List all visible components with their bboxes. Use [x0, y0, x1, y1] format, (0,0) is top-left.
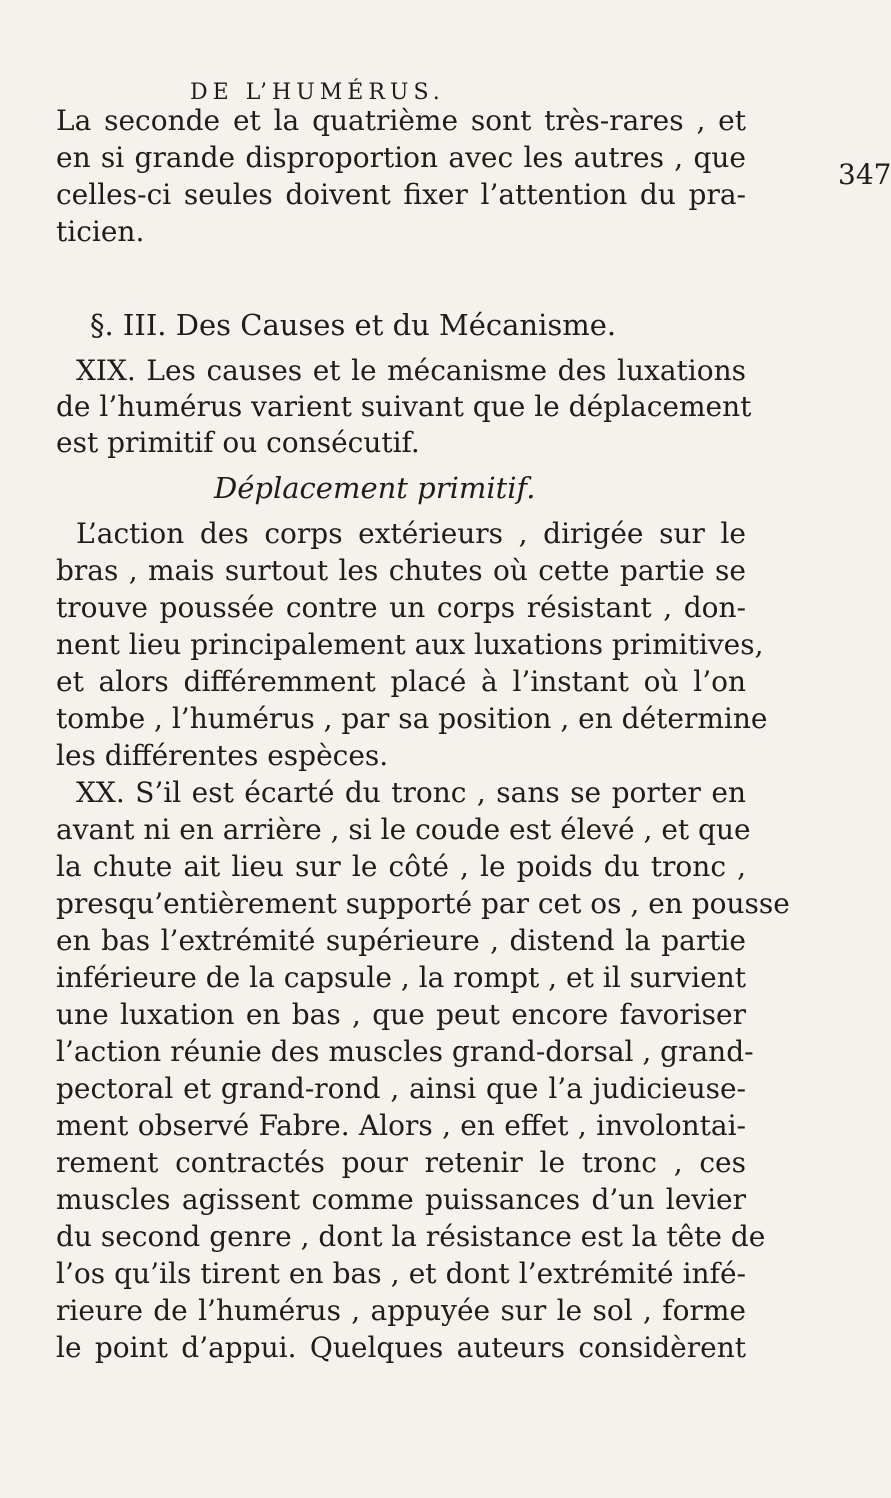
section-xx-line: muscles agissent comme puissances d’un levier [56, 1183, 746, 1216]
section-xx-line: une luxation en bas , que peut encore favoriser [56, 998, 746, 1031]
running-head-title: DE L’HUMÉRUS. [190, 80, 445, 105]
section-xx-line: l’os qu’ils tirent en bas , et dont l’extrémité infé- [56, 1257, 746, 1290]
section-xx-line: en bas l’extrémité supérieure , distend la partie [56, 924, 746, 957]
primitive-line: et alors différemment placé à l’instant où l’on [56, 665, 746, 698]
intro-line: en si grande disproportion avec les autres , que [56, 141, 746, 174]
intro-line: celles-ci seules doivent fixer l’attention du pra- [56, 178, 746, 211]
section-heading: §. III. Des Causes et du Mécanisme. [90, 308, 617, 342]
primitive-line: tombe , l’humérus , par sa position , en détermine [56, 702, 768, 735]
section-xx-line: ment observé Fabre. Alors , en effet , involontai- [56, 1109, 746, 1142]
section-xx-line: presqu’entièrement supporté par cet os , en pousse [56, 887, 790, 920]
intro-line: ticien. [56, 215, 145, 248]
primitive-line: L’action des corps extérieurs , dirigée sur le [76, 517, 746, 550]
subheading: Déplacement primitif. [214, 471, 536, 505]
primitive-line: trouve poussée contre un corps résistant , don- [56, 591, 746, 624]
section-xx-line: inférieure de la capsule , la rompt , et il survient [56, 961, 746, 994]
primitive-line: bras , mais surtout les chutes où cette partie se [56, 554, 746, 587]
section-xx-line: rieure de l’humérus , appuyée sur le sol , forme [56, 1294, 746, 1327]
section-xix-line: XIX. Les causes et le mécanisme des luxations [76, 354, 746, 387]
section-xx-line: rement contractés pour retenir le tronc , ces [56, 1146, 746, 1179]
primitive-line: nent lieu principalement aux luxations primitives, [56, 628, 764, 661]
section-xx-line: XX. S’il est écarté du tronc , sans se porter en [76, 776, 746, 809]
page-number: 347 [838, 158, 891, 191]
primitive-line: les différentes espèces. [56, 739, 389, 772]
intro-line: La seconde et la quatrième sont très-rares , et [56, 104, 746, 137]
section-xx-line: l’action réunie des muscles grand-dorsal , grand- [56, 1035, 754, 1068]
section-xx-line: avant ni en arrière , si le coude est élevé , et que [56, 813, 751, 846]
section-xix-line: de l’humérus varient suivant que le déplacement [56, 390, 752, 423]
section-xx-line: la chute ait lieu sur le côté , le poids du tronc , [56, 850, 746, 883]
section-xx-line: pectoral et grand-rond , ainsi que l’a judicieuse- [56, 1072, 746, 1105]
section-xx-line: le point d’appui. Quelques auteurs considèrent [56, 1331, 746, 1364]
section-xx-line: du second genre , dont la résistance est la tête de [56, 1220, 766, 1253]
section-xix-line: est primitif ou consécutif. [56, 426, 420, 459]
